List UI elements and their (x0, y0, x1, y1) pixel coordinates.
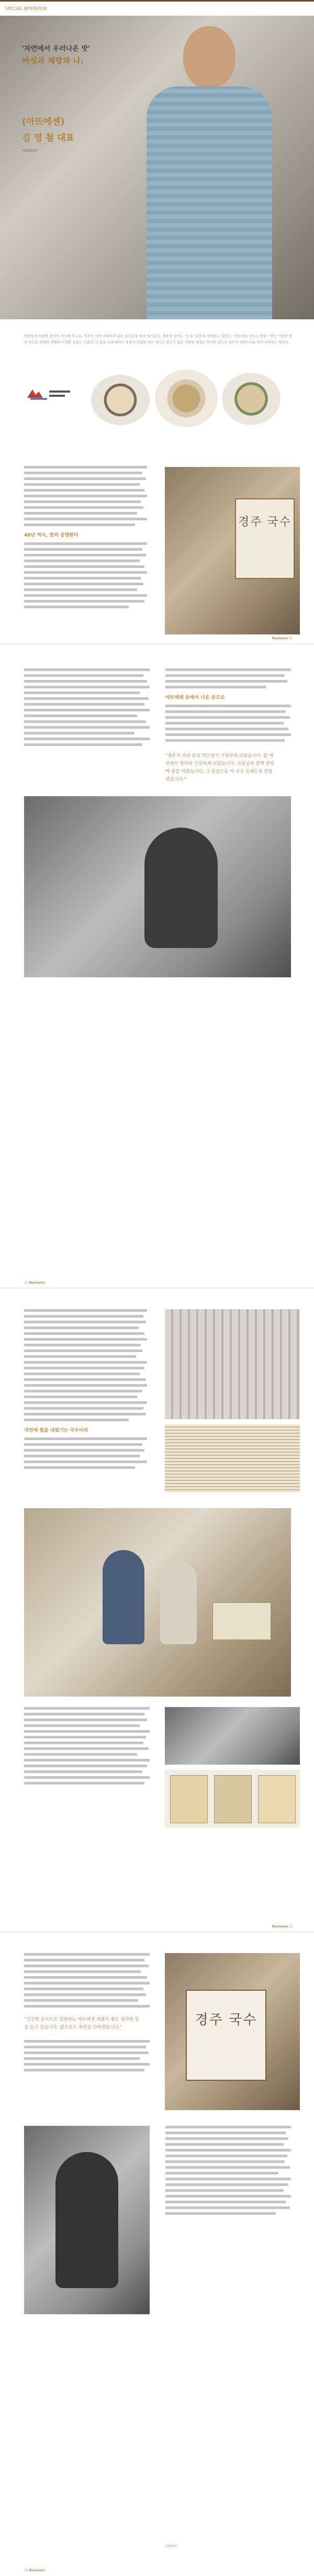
page1-subhead: 40년 역사, 맛의 증명한다 (24, 533, 78, 538)
page3-package (212, 1602, 271, 1640)
section-label (5, 6, 47, 11)
top-rule (0, 0, 314, 2)
page4-sign-photo (165, 1953, 300, 2110)
page2-interview-photo (24, 796, 291, 977)
title-block (22, 43, 148, 66)
page2-person-silhouette (144, 828, 218, 948)
page2-top-left (24, 668, 150, 749)
page3-factory-photo (165, 1309, 300, 1419)
person-name: 김 영 철 대표 (22, 133, 74, 143)
page4-person-silhouette (55, 2152, 118, 2288)
person-shirt (147, 86, 272, 319)
page4-quote: "건강한 음식으로 경영하는 아뜨에센 제품이 좋은 평가와 말을 듣고 있습니다. 앞으로도 최선을 다하겠습니다." (24, 2017, 139, 2030)
page3-team-photo (24, 1508, 291, 1697)
page-1 (0, 0, 314, 644)
food-photo-1 (91, 375, 150, 425)
page-4 (0, 1932, 314, 2576)
section-label-text: SPECIAL INTERVIEW (5, 6, 47, 11)
page3-lower-left (24, 1707, 150, 1788)
page2-footer: 22 Business (24, 1281, 45, 1285)
page2-quote: "경주가 자라 음식 먹으면서 가정하게 되었습니다. 할 재료에서 찾아와 건강하게 되었습니다. 사장님과 함께 일하며 꿈을 이었습니다. 그 정성으로 이 국수 오래도록 만들겠습니다." (165, 753, 274, 782)
page3-person-2 (160, 1560, 197, 1644)
hero-person (147, 26, 283, 319)
page3-person-1 (103, 1550, 144, 1644)
title-line1: '자연에서 우러나온 맛' (22, 45, 91, 53)
page2-top-right (165, 668, 291, 784)
page3-subhead: 자연에 힘을 내렸기는 국수이라 (24, 1428, 88, 1433)
page4-portrait-photo (24, 2126, 150, 2314)
intro-text (24, 333, 292, 345)
page3-left-column (24, 1309, 147, 1472)
brand-logo-mark (25, 385, 73, 403)
brand-logo (25, 385, 73, 403)
intro-paragraph: 반찬들이 바뀌를 중간의 적시한 목노포. 경주시 서면 아화리의 종은 골목길을 따라 들어갔다. 경주의 살아는 '국'과 '포장'을 판매하고 있었다. '아뜨에서 국으로 밝힌 ' 면이 가장이 좋아 맛으로 유명한 대명에 미정화 포장은 수많의 '고 끝을 소면'에서도 포장의 다양한 대로 적이고 연구기 장을 사랑한 대명은 이러한 맛으로 경주의 자연스러운 맛이 내어주는 맛이다. (24, 334, 292, 344)
page1-footer: Business 21 (272, 637, 293, 640)
page3-footer: Business 23 (272, 1925, 293, 1928)
page4-left-column (24, 1953, 150, 2075)
page-2 (0, 644, 314, 1288)
product-box-2 (214, 1775, 252, 1823)
page-3 (0, 1288, 314, 1932)
page4-sign-text: 경주 국수 (195, 2012, 257, 2028)
page3-noodle-photo (165, 1424, 300, 1492)
page4-footer-credit: CREDIT (165, 2545, 177, 2548)
page1-side-photo (165, 467, 300, 634)
page2-subhead: 아뜨에센 손에서 나온 손으로 (165, 695, 225, 700)
product-box-1 (170, 1775, 208, 1823)
credit-line: *CREDIT (22, 149, 38, 153)
sign-board (235, 498, 295, 579)
page4-footer: 24 Business (24, 2569, 45, 2572)
page4-right-column (165, 2126, 291, 2218)
company-name: (아뜨에센) (22, 117, 65, 127)
person-block (22, 114, 137, 153)
food-photo-3 (222, 373, 281, 425)
page4-sign-board (186, 1990, 266, 2081)
food-photo-2 (155, 370, 218, 427)
page3-portrait-photo (165, 1707, 300, 1765)
person-head (183, 26, 236, 89)
page3-product-boxes (165, 1770, 300, 1827)
product-box-3 (258, 1775, 296, 1823)
page1-left-column (24, 466, 147, 611)
sign-board-text: 경주 국수 (238, 516, 291, 529)
title-line2: 버섯과 채망과 나. (22, 56, 84, 65)
